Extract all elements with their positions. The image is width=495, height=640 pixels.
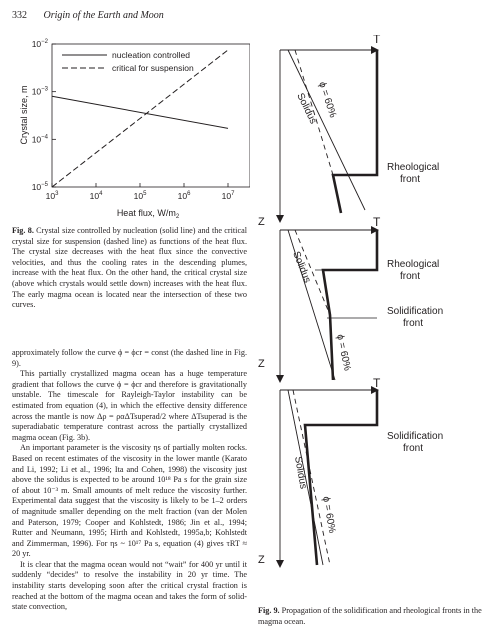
x-tick-label: $10^6$ [177, 191, 191, 201]
x-tick-label: $10^3$ [45, 191, 59, 201]
fig8-caption-text: Crystal size controlled by nucleation (solid line) and the critical crystal size for suspension (dashed line) as functions of the heat flux. The crystal size decreases with the heat flux since the convective velocities, and thus the cooling rates in the descending plumes, increase with the heat flux. On the other hand, the critical crystal size (above which crystals would settle down) increases with the heat flux. The early magma ocean is located near the intersection of these two curves. [12, 226, 247, 310]
fig9-panel-2 [258, 215, 443, 383]
paragraph-4: It is clear that the magma ocean would not “wait” for 400 yr until it suddenly “decides” to resolve the instability in 20 yr time. The instability starts developing soon after the critical crystal fraction is reached at the bottom of the magma ocean and takes the form of solid-state convection, [12, 559, 247, 612]
panel2-front2-label-1: Solidification [387, 306, 444, 317]
panel2-solidus-label: Solidus [290, 250, 313, 285]
fig9-panel-3 [258, 376, 443, 568]
fig9-caption [258, 606, 488, 627]
legend-dashed-label: critical for suspension [112, 63, 194, 73]
fig8-chart [0, 0, 250, 225]
panel2-front-label-2: front [400, 271, 421, 282]
panel2-z-arrow [276, 375, 284, 383]
fig9-caption-label: Fig. 9. [258, 606, 280, 615]
fig9-diagram [255, 35, 490, 605]
panel3-solidus-label: Solidus [292, 455, 309, 490]
y-tick-label: $10^{-4}$ [31, 134, 48, 145]
body-text [12, 348, 247, 613]
x-tick-label: $10^7$ [221, 191, 235, 201]
panel2-front2-label-2: front [403, 318, 424, 329]
page-number: 332 [12, 10, 27, 21]
panel1-solidus-label: Solidus [294, 91, 319, 126]
panel2-phi-label: ϕ = 60% [334, 333, 353, 372]
nucleation-line [52, 96, 228, 128]
paragraph-1: approximately follow the curve ϕ = ϕcr = const (the dashed line in Fig. 9). [12, 348, 247, 368]
y-tick-label: $10^{-2}$ [31, 39, 48, 49]
panel3-z-arrow [276, 560, 284, 568]
legend [62, 50, 194, 73]
panel1-solidus-line [288, 50, 365, 210]
panel2-T-label: T [373, 215, 381, 229]
panel3-front-label-2: front [403, 443, 424, 454]
panel3-Z-label: Z [258, 554, 265, 566]
fig9-panel-1 [258, 35, 439, 228]
paragraph-2: This partially crystallized magma ocean has a huge temperature gradient that follows the curve ϕ = ϕcr and therefore is gravitationally unstable. The timescale for Rayleigh-Taylor instability can be estimated from equation (4), in which the effective density difference across the mantle is now Δρ = ραΔTsuperad/2 where ΔTsuperad is the superadiabatic temperature contrast across the partially crystallized magma ocean (Fig. 3b). [12, 369, 247, 442]
x-ticks [46, 183, 235, 201]
y-tick-label: $10^{-5}$ [31, 182, 48, 192]
y-tick-label: $10^{-3}$ [31, 86, 48, 97]
panel2-Z-label: Z [258, 358, 265, 370]
panel1-front-label-1: Rheological [387, 162, 440, 173]
x-tick-label: $10^5$ [133, 191, 147, 201]
panel3-front-label-1: Solidification [387, 431, 444, 442]
x-tick-label: $10^4$ [89, 191, 103, 201]
running-title: Origin of the Earth and Moon [43, 10, 164, 21]
panel1-phi-label: ϕ = 60% [316, 80, 339, 120]
panel1-Z-label: Z [258, 216, 265, 228]
paragraph-3: An important parameter is the viscosity ηs of partially molten rocks. Based on recent estimates of the viscosity in the lower mantle (Karato and Li, 1992; Li et al., 1996; Ita and Cohen, 1998) the viscosity just above the solidus is expected to be around 10¹⁸ Pa s for the grain size of about 10⁻³ m. Small amounts of melt reduce the viscosity further. Experimental data suggest that the viscosity is likely to be 1–2 orders of magnitude smaller depending on the melt fraction (van der Molen and Paterson, 1979; Cooper and Kohlstedt, 1986; Jin et al., 1994; Rutter and Neumann, 1995; Hirth and Kohlstedt, 1995a,b; Kohlstedt and Zimmerman, 1996). For ηs ~ 10¹⁷ Pa s, equation (4) gives τRT ≈ 20 yr. [12, 443, 247, 559]
fig8-caption-label: Fig. 8. [12, 226, 34, 235]
panel1-z-arrow [276, 215, 284, 223]
panel1-front-label-2: front [400, 174, 421, 185]
x-axis-label: Heat flux, $W/m_2$ [116, 208, 180, 220]
panel2-front-label-1: Rheological [387, 259, 440, 270]
panel3-T-label: T [373, 376, 381, 390]
fig8-caption [12, 226, 247, 311]
fig9-caption-text: Propagation of the solidification and rheological fronts in the magma ocean. [258, 606, 482, 626]
panel3-geotherm [305, 390, 377, 565]
legend-solid-label: nucleation controlled [112, 50, 190, 60]
y-axis-label: Crystal size, m [19, 85, 29, 145]
panel1-T-label: T [373, 35, 381, 46]
panel3-phi-label: ϕ = 60% [320, 495, 338, 534]
